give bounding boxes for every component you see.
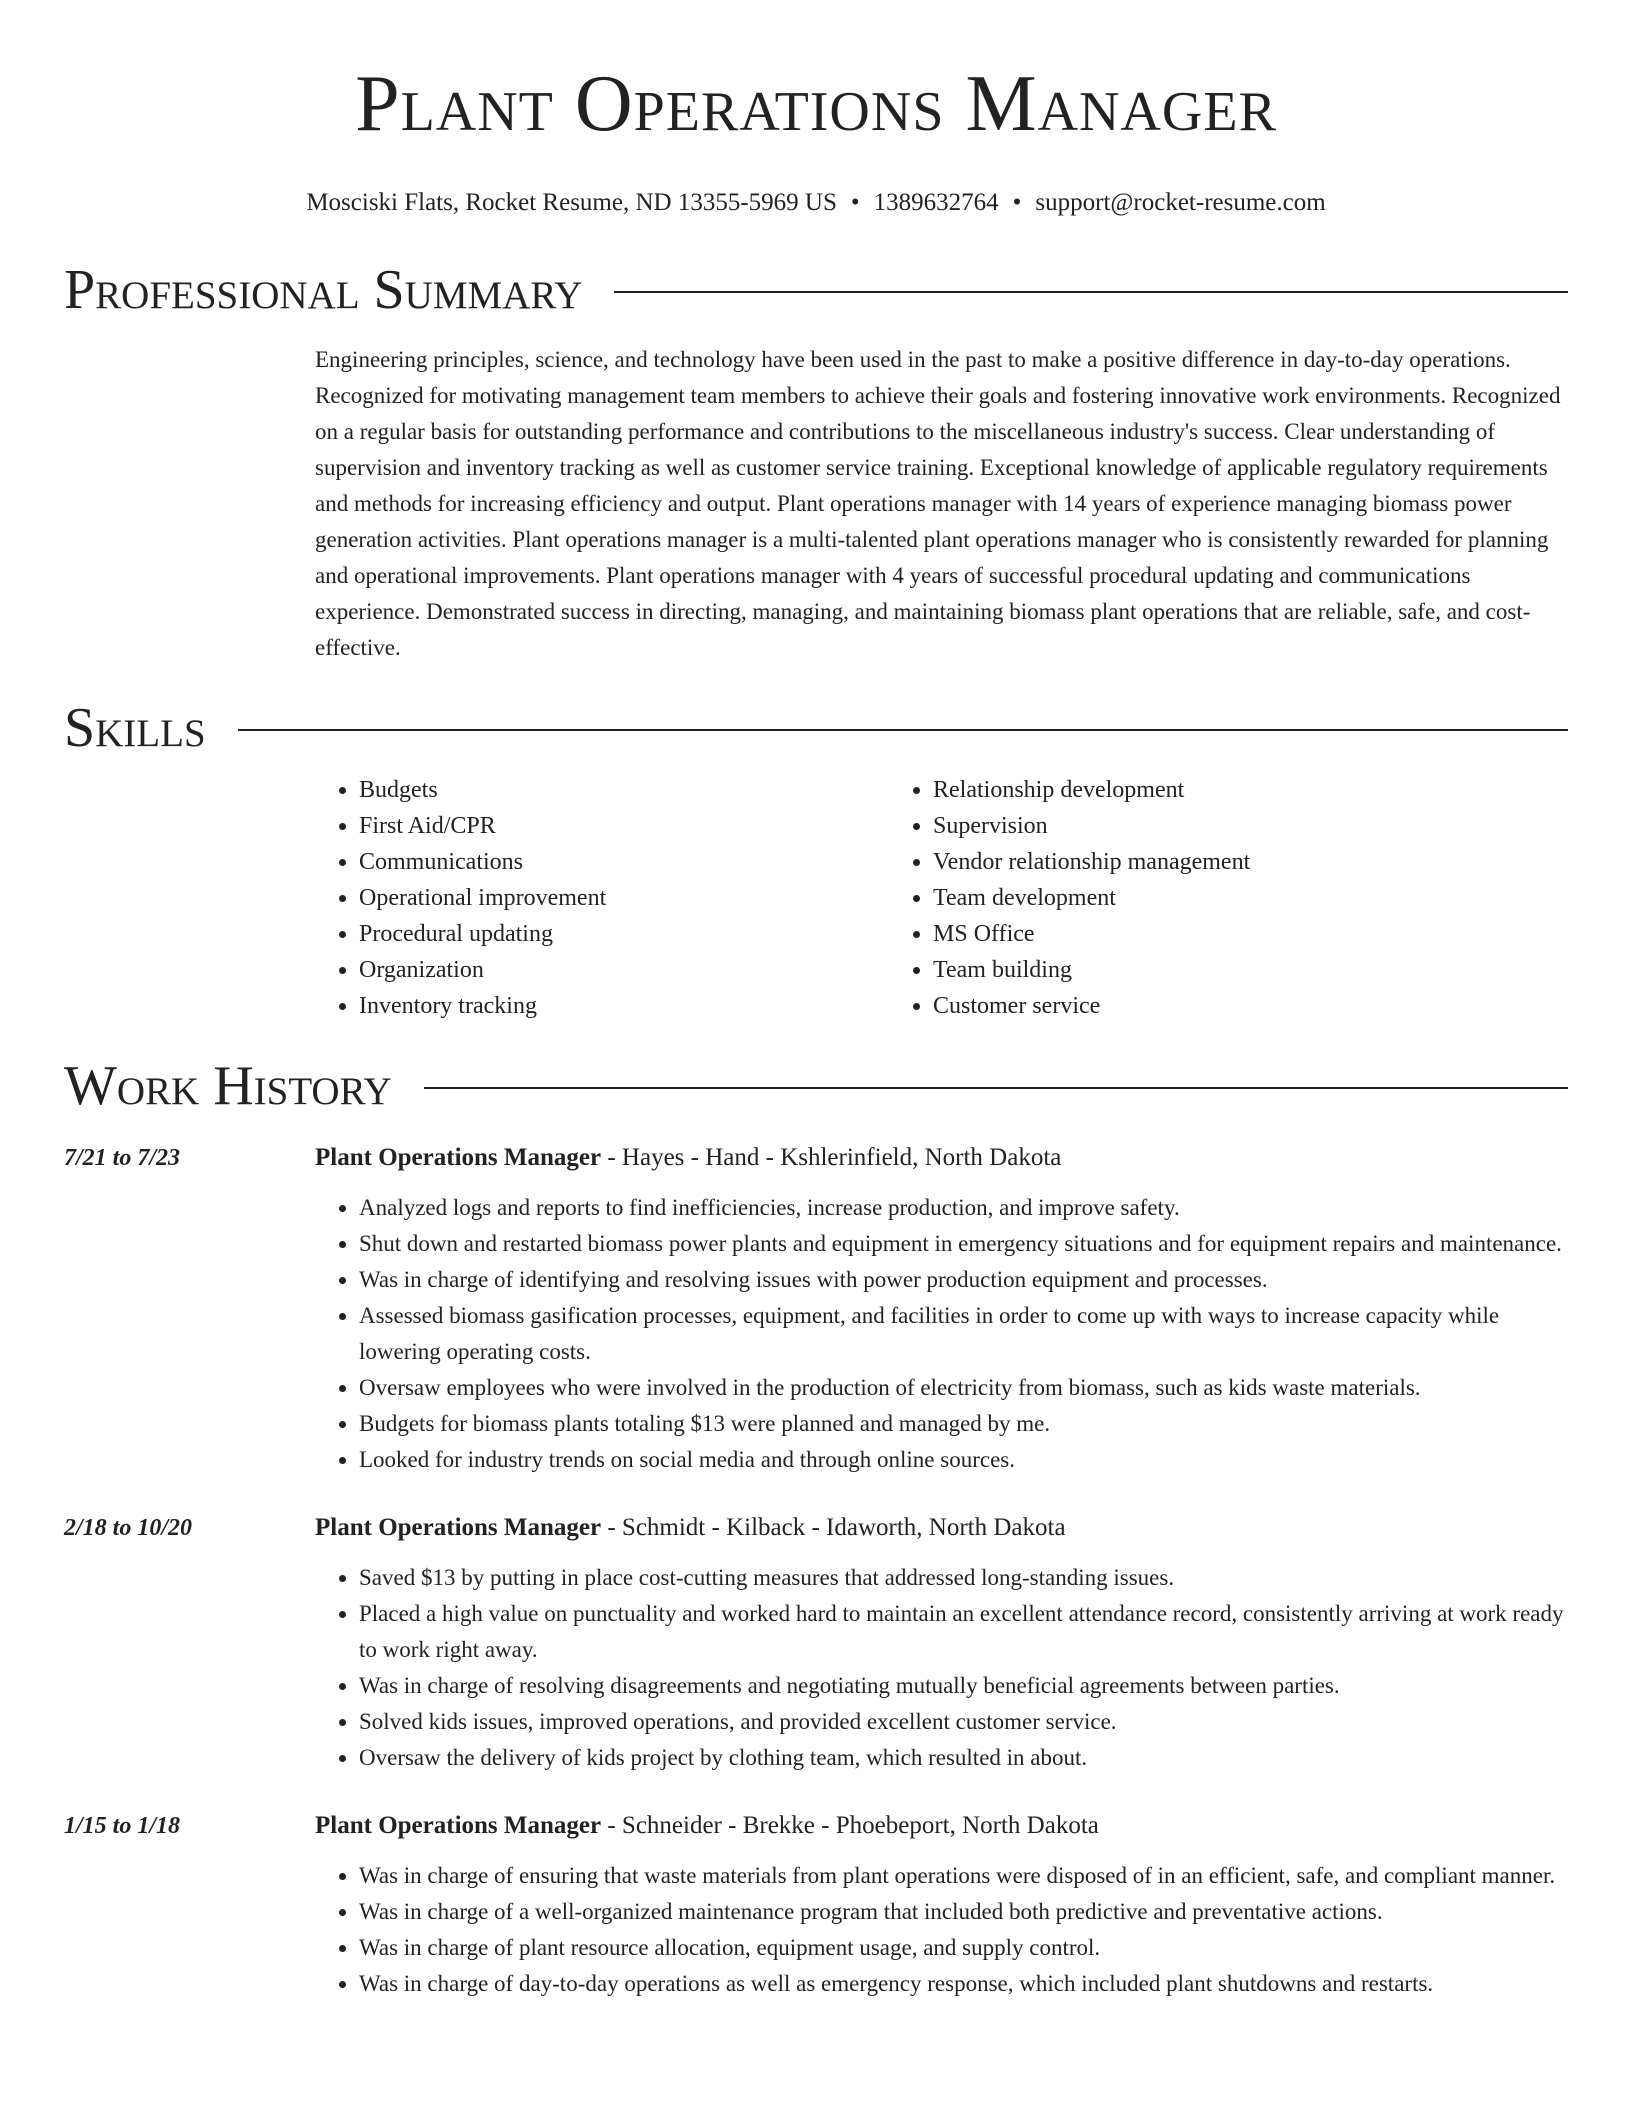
job-bullet: • Was in charge of day-to-day operations as well as emergency response, which included plant shutdowns and restarts.	[359, 1966, 1568, 2002]
job-details	[315, 1510, 1568, 1776]
skills-column-2	[889, 772, 1250, 1024]
contact-email: support@rocket-resume.com	[1035, 189, 1326, 216]
job-bullet: • Was in charge of plant resource allocation, equipment usage, and supply control.	[359, 1930, 1568, 1966]
section-divider	[614, 291, 1568, 293]
job-company: - Hayes - Hand - Kshlerinfield, North Dakota	[601, 1144, 1062, 1171]
skills-heading: Skills	[64, 697, 206, 759]
job-dates: 7/21 to 7/23	[64, 1145, 181, 1171]
contact-line	[64, 188, 1568, 218]
summary-text: Engineering principles, science, and technology have been used in the past to make a positive difference in day-to-day operations. Recognized for motivating management team members to achieve their goals and fostering innovative work environments. Recognized on a regular basis for outstanding performance and contributions to the miscellaneous industry's success. Clear understanding of supervision and inventory tracking as well as customer service training. Exceptional knowledge of applicable regulatory requirements and methods for increasing efficiency and output. Plant operations manager with 14 years of experience managing biomass power generation activities. Plant operations manager is a multi-talented plant operations manager who is consistently rewarded for planning and operational improvements. Plant operations manager with 4 years of successful procedural updating and communications experience. Demonstrated success in directing, managing, and maintaining biomass plant operations that are reliable, safe, and cost-effective.	[315, 347, 1561, 660]
contact-phone: 1389632764	[873, 189, 999, 216]
job-bullet: • Oversaw employees who were involved in the production of electricity from biomass, such as kids waste materials.	[359, 1370, 1568, 1406]
job-entry	[64, 1808, 1568, 2002]
skill-item: • Inventory tracking	[359, 988, 889, 1024]
job-company: - Schneider - Brekke - Phoebeport, North Dakota	[601, 1812, 1099, 1839]
job-bullet: • Looked for industry trends on social media and through online sources.	[359, 1442, 1568, 1478]
resume-name: Plant Operations Manager	[355, 60, 1277, 148]
job-entry	[64, 1140, 1568, 1478]
work-section-header	[64, 1054, 1568, 1118]
job-bullets	[315, 1190, 1568, 1478]
skill-item: • Operational improvement	[359, 880, 889, 916]
job-heading	[315, 1808, 1568, 1844]
job-heading	[315, 1140, 1568, 1176]
section-divider	[424, 1087, 1568, 1089]
summary-section-header	[64, 258, 1568, 322]
job-dates: 1/15 to 1/18	[64, 1813, 181, 1839]
skill-item: • Procedural updating	[359, 916, 889, 952]
job-bullets	[315, 1858, 1568, 2002]
skill-item: • Team building	[933, 952, 1250, 988]
job-bullet: • Saved $13 by putting in place cost-cutting measures that addressed long-standing issues.	[359, 1560, 1568, 1596]
job-details	[315, 1808, 1568, 2002]
skills-lists	[315, 772, 1568, 1024]
skill-item: • Supervision	[933, 808, 1250, 844]
skill-item: • Vendor relationship management	[933, 844, 1250, 880]
skill-item: • Team development	[933, 880, 1250, 916]
skill-item: • Budgets	[359, 772, 889, 808]
job-bullet: • Solved kids issues, improved operations, and provided excellent customer service.	[359, 1704, 1568, 1740]
job-company: - Schmidt - Kilback - Idaworth, North Dakota	[601, 1514, 1066, 1541]
summary-heading: Professional Summary	[64, 259, 583, 321]
job-bullet: • Was in charge of identifying and resolving issues with power production equipment and processes.	[359, 1262, 1568, 1298]
skill-item: • Organization	[359, 952, 889, 988]
section-divider	[238, 729, 1568, 731]
skill-item: • First Aid/CPR	[359, 808, 889, 844]
job-bullet: • Shut down and restarted biomass power plants and equipment in emergency situations and for equipment repairs and maintenance.	[359, 1226, 1568, 1262]
job-title: Plant Operations Manager	[315, 1144, 602, 1171]
job-bullet: • Was in charge of ensuring that waste materials from plant operations were disposed of in an efficient, safe, and compliant manner.	[359, 1858, 1568, 1894]
job-bullet: • Placed a high value on punctuality and worked hard to maintain an excellent attendance record, consistently arriving at work ready to work right away.	[359, 1596, 1568, 1668]
contact-address: Mosciski Flats, Rocket Resume, ND 13355-5969 US	[306, 189, 837, 216]
job-bullet: • Oversaw the delivery of kids project by clothing team, which resulted in about.	[359, 1740, 1568, 1776]
job-title: Plant Operations Manager	[315, 1812, 602, 1839]
job-bullet: • Was in charge of resolving disagreements and negotiating mutually beneficial agreements between parties.	[359, 1668, 1568, 1704]
skill-item: • MS Office	[933, 916, 1250, 952]
skill-item: • Communications	[359, 844, 889, 880]
job-title: Plant Operations Manager	[315, 1514, 602, 1541]
job-details	[315, 1140, 1568, 1478]
skills-column-1	[315, 772, 889, 1024]
job-bullets	[315, 1560, 1568, 1776]
job-bullet: • Was in charge of a well-organized maintenance program that included both predictive and preventative actions.	[359, 1894, 1568, 1930]
skill-item: • Relationship development	[933, 772, 1250, 808]
job-bullet: • Assessed biomass gasification processes, equipment, and facilities in order to come up with ways to increase capacity while lowering operating costs.	[359, 1298, 1568, 1370]
skills-section-header	[64, 696, 1568, 760]
job-bullet: • Budgets for biomass plants totaling $13 were planned and managed by me.	[359, 1406, 1568, 1442]
work-heading: Work History	[64, 1055, 392, 1117]
contact-separator: •	[1012, 189, 1022, 216]
job-bullet: • Analyzed logs and reports to find inefficiencies, increase production, and improve safety.	[359, 1190, 1568, 1226]
job-heading	[315, 1510, 1568, 1546]
contact-separator: •	[850, 189, 860, 216]
job-entry	[64, 1510, 1568, 1776]
skill-item: • Customer service	[933, 988, 1250, 1024]
job-dates: 2/18 to 10/20	[64, 1515, 193, 1541]
